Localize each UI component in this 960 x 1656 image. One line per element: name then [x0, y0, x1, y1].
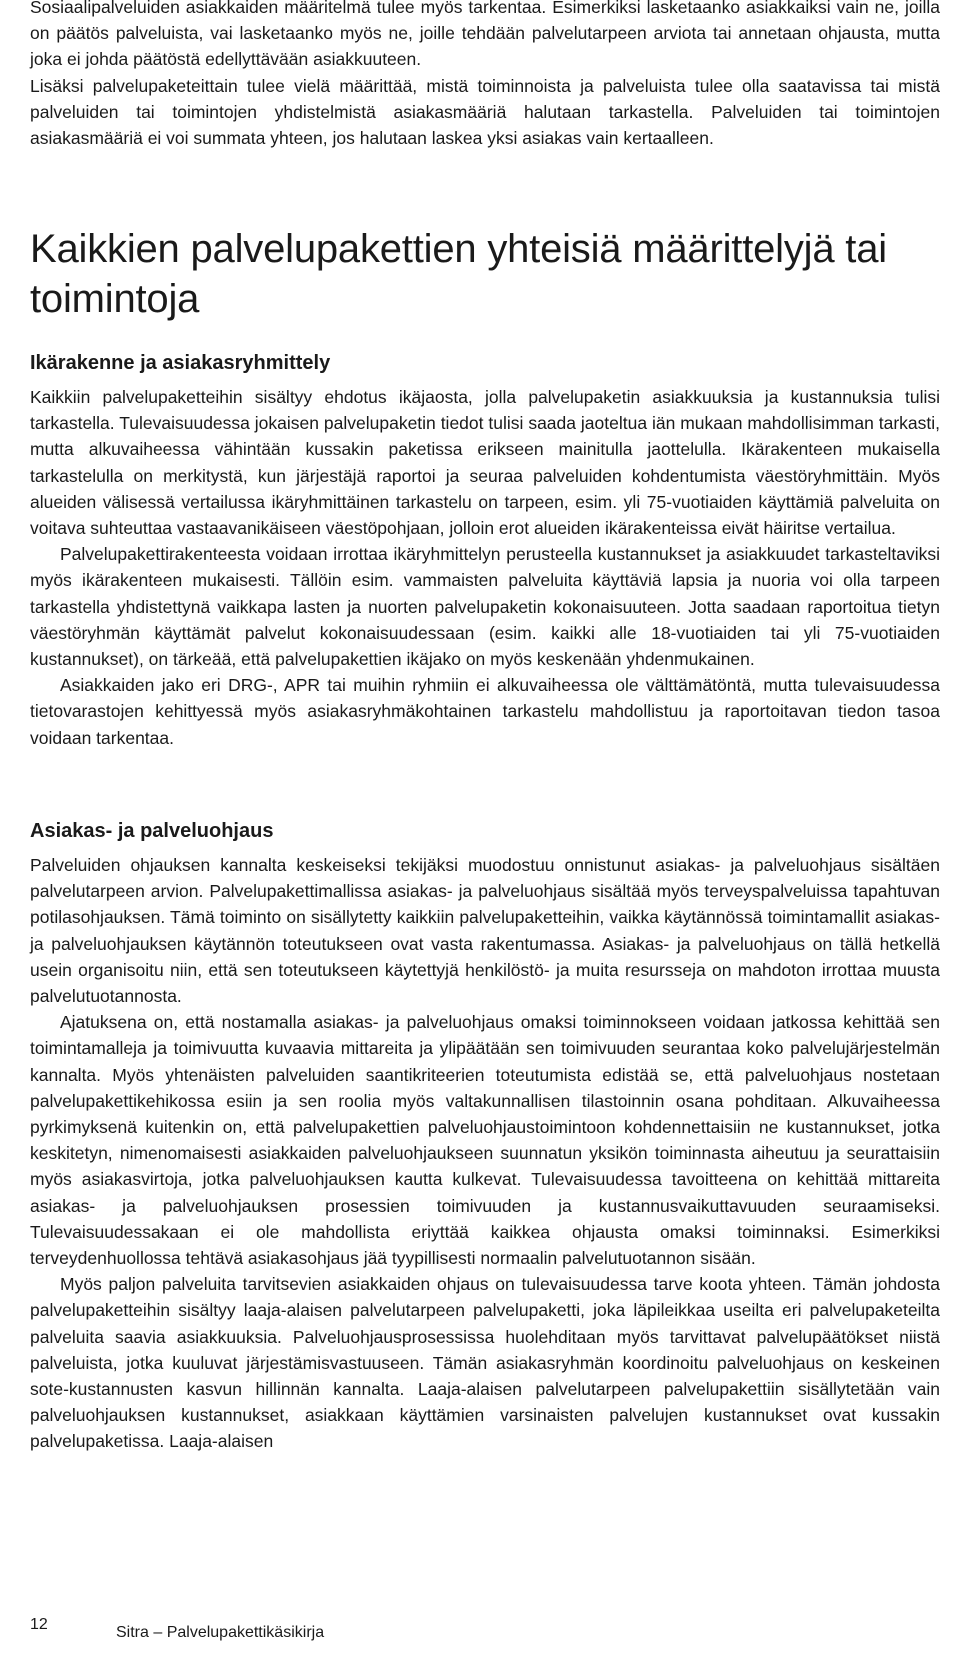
section-service-guidance — [30, 816, 940, 1455]
body-paragraph: Palvelupakettirakenteesta voidaan irrottaa ikäryhmittelyn perusteella kustannukset ja asiakkuudet tarkasteltaviksi myös ikärakenteen mukaisesti. Tällöin esim. vammaisten palveluita käyttäviä lapsia ja nuoria voi olla tarpeen tarkastella yhdistettynä vaikkapa lasten ja nuorten palvelupaketin kokonaisuuteen. Jotta saadaan raportoitua tietyn väestöryhmän käyttämät palvelut kokonaisuudessaan (esim. kaikki alle 18-vuotiaiden tai yli 75-vuotiaiden kustannukset), on tärkeää, että palvelupakettien ikäjako on myös keskenään yhdenmukainen. — [30, 544, 940, 670]
page-footer — [30, 1616, 940, 1646]
intro-paragraph: Sosiaalipalveluiden asiakkaiden määritelmä tulee myös tarkentaa. Esimerkiksi lasketaanko asiakkaiksi vain ne, joilla on päätös palveluista, vai lasketaanko myös ne, joille tehdään palvelutarpeen arviota tai annetaan ohjausta, mutta joka ei johda päätöstä edellyttävään asiakkuuteen. — [30, 0, 940, 70]
intro-text — [30, 0, 940, 151]
page-number: 12 — [30, 1616, 48, 1633]
body-paragraph: Kaikkiin palvelupaketteihin sisältyy ehdotus ikäjaosta, jolla palvelupaketin asiakkuuksia ja kustannuksia tulisi tarkastella. Tulevaisuudessa jokaisen palvelupaketin tiedot tulisi saada jaoteltua iän mukaan mahdollisimman tarkasti, mutta alkuvaiheessa vähintään kussakin paketissa erikseen mainitulla jaottelulla. Ikärakenteen mukaisella tarkastelulla on merkitystä, kun järjestäjä raportoi ja seuraa palveluiden kohdentumista väestöryhmittäin. Myös alueiden välisessä vertailussa ikäryhmittäinen tarkastelu on tarpeen, esim. yli 75-vuotiaiden käyttämiä palveluita on voitava suhteuttaa vastaavanikäiseen väestöpohjaan, jolloin erot alueiden ikärakenteissa eivät häiritse vertailua. — [30, 387, 940, 539]
main-heading: Kaikkien palvelupakettien yhteisiä määrittelyjä tai toimintoja — [30, 227, 887, 321]
body-paragraph: Ajatuksena on, että nostamalla asiakas- ja palveluohjaus omaksi toiminnokseen voidaan jatkossa kehittää sen toimintamalleja ja toimivuutta kuvaavia mittareita ja ylipäätään sen toimivuuden seurantaa koko palvelujärjestelmän kannalta. Myös yhtenäisten palveluiden saantikriteerien toteutumista edistää se, että palveluohjaus nostetaan palvelupakettikehikossa esiin ja sen roolia myös valtakunnallisen tilastoinnin osana pohditaan. Alkuvaiheessa pyrkimyksenä kuitenkin on, että palvelupakettien palveluohjaustoimintoon kohdennettaisiin ne kustannukset, jotka keskitetyn, nimenomaisesti asiakkaiden palveluohjaukseen suunnatun yksikön toiminnasta aiheutuu ja seurattaisiin myös asiakasvirtoja, jotka palveluohjauksen kautta kulkevat. Tulevaisuudessa tavoitteena on kehittää mittareita asiakas- ja palveluohjauksen prosessien toimivuuden ja kustannusvaikuttavuuden seuraamiseksi. Tulevaisuudessakaan ei ole mahdollista eriyttää kaikkea ohjausta omaksi toiminnaksi. Esimerkiksi terveydenhuollossa tehtävä asiakasohjaus jää tyypillisesti normaalin palvelutuotannon sisään. — [30, 1012, 940, 1269]
section-heading: Ikärakenne ja asiakasryhmittely — [30, 352, 331, 374]
intro-paragraph: Lisäksi palvelupaketeittain tulee vielä määrittää, mistä toiminnoista ja palveluista tulee olla saatavissa tai mistä palveluiden tai toimintojen yhdistelmistä asiakasmääriä halutaan tarkastella. Palveluiden tai toimintojen asiakasmääriä ei voi summata yhteen, jos halutaan laskea yksi asiakas vain kertaalleen. — [30, 75, 940, 149]
body-paragraph: Palveluiden ohjauksen kannalta keskeiseksi tekijäksi muodostuu onnistunut asiakas- ja palveluohjaus sisältäen palvelutarpeen arvion. Palvelupakettimallissa asiakas- ja palveluohjaus sisältää myös terveyspalveluissa tapahtuvan potilasohjauksen. Tämä toiminto on sisällytetty kaikkiin palvelupaketteihin, vaikka käytännössä toimintamallit asiakas- ja palveluohjauksen käytännön toteutukseen ovat vasta rakentumassa. Asiakas- ja palveluohjaus on tällä hetkellä usein organisoitu niin, että sen toteutukseen käytettyjä henkilöstö- ja muita resursseja on mahdoton irrottaa muusta palvelutuotannosta. — [30, 855, 940, 1007]
section-heading: Asiakas- ja palveluohjaus — [30, 820, 274, 842]
body-paragraph: Myös paljon palveluita tarvitsevien asiakkaiden ohjaus on tulevaisuudessa tarve koota yhteen. Tämän johdosta palvelupaketteihin sisältyy laaja-alaisen palvelutarpeen palvelupaketti, joka läpileikkaa useilta eri palvelupaketeilta palveluita saavia asiakkuuksia. Palveluohjausprosessissa huolehditaan myös tarvittavat palvelupäätökset niistä palveluista, jotka kuuluvat järjestämisvastuuseen. Tämän asiakasryhmän koordinoitu palveluohjaus on keskeinen sote-kustannusten kasvun hillinnän kannalta. Laaja-alaisen palvelutarpeen palvelupakettiin sisällytetään vain palveluohjauksen kustannukset, asiakkaan käyttämien varsinaisten palvelujen kustannukset ovat kussakin palvelupaketissa. Laaja-alaisen — [30, 1274, 940, 1452]
body-paragraph: Asiakkaiden jako eri DRG-, APR tai muihin ryhmiin ei alkuvaiheessa ole välttämätöntä, mutta tulevaisuudessa tietovarastojen kehittyessä myös asiakasryhmäkohtainen tarkastelu mahdollistuu ja raportoitavan tiedon tasoa voidaan tarkentaa. — [30, 675, 940, 748]
section-age-structure — [30, 348, 940, 751]
footer-title: Sitra – Palvelupakettikäsikirja — [116, 1624, 325, 1641]
